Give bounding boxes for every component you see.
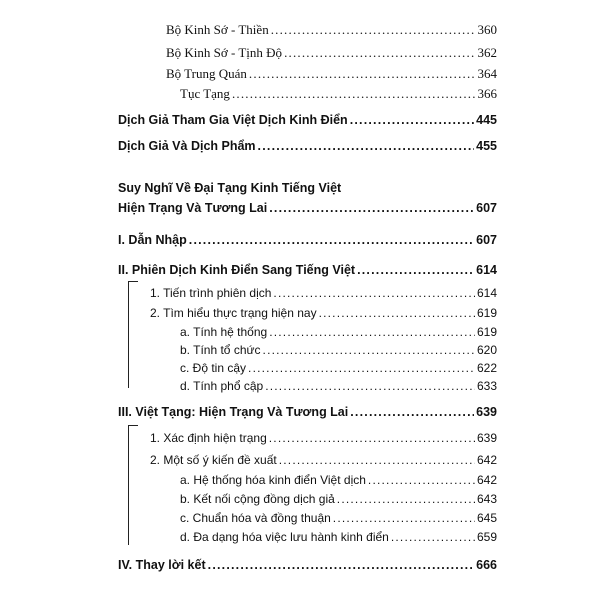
dot-leader — [248, 360, 475, 376]
toc-entry — [166, 45, 497, 61]
toc-section-1 — [118, 232, 497, 248]
dot-leader — [269, 324, 475, 340]
section-3-bracket — [128, 425, 138, 545]
toc-entry-page: 366 — [477, 86, 497, 101]
toc-section-title: III. Việt Tạng: Hiện Trạng Và Tương Lai — [118, 405, 349, 419]
toc-subentry-title: 2. Một số ý kiến đề xuất — [150, 453, 277, 467]
toc-subentry — [180, 378, 497, 394]
toc-subentry-title: a. Hệ thống hóa kinh điển Việt dịch — [180, 473, 366, 487]
toc-subentry — [180, 324, 497, 340]
toc-subentry — [150, 452, 497, 468]
toc-subentry — [180, 472, 497, 488]
essay-title-line1: Suy Nghĩ Về Đại Tạng Kinh Tiếng Việt — [118, 181, 342, 195]
dot-leader — [350, 404, 474, 420]
toc-subentry-page: 639 — [476, 431, 497, 445]
toc-subentry-page: 614 — [476, 286, 497, 300]
toc-entry-title: Bộ Trung Quán — [166, 66, 247, 81]
dot-leader — [368, 472, 475, 488]
toc-entry-essay — [118, 200, 497, 216]
toc-subentry-page: 619 — [476, 325, 497, 339]
dot-leader — [357, 262, 474, 278]
dot-leader — [269, 430, 475, 446]
dot-leader — [269, 200, 474, 216]
toc-subentry-title: b. Tính tổ chức — [180, 343, 261, 357]
toc-entry-translators — [118, 112, 497, 128]
toc-subentry — [180, 360, 497, 376]
toc-subentry — [180, 342, 497, 358]
toc-entry-title: Tục Tạng — [180, 86, 230, 101]
toc-subentry — [150, 285, 497, 301]
essay-title-line2: Hiện Trạng Và Tương Lai — [118, 201, 268, 215]
toc-subentry-title: 1. Tiến trình phiên dịch — [150, 286, 272, 300]
toc-entry-title: Bộ Kinh Sớ - Thiền — [166, 22, 269, 37]
toc-entry-works — [118, 138, 497, 154]
toc-subentry-page: 622 — [476, 361, 497, 375]
dot-leader — [391, 529, 475, 545]
toc-subentry-title: d. Đa dạng hóa việc lưu hành kinh điển — [180, 530, 389, 544]
toc-subentry-page: 643 — [476, 492, 497, 506]
toc-subentry-page: 645 — [476, 511, 497, 525]
dot-leader — [265, 378, 475, 394]
toc-subentry — [150, 305, 497, 321]
toc-subentry-title: c. Độ tin cậy — [180, 361, 247, 375]
toc-subentry — [180, 510, 497, 526]
toc-entry-title: Bộ Kinh Sớ - Tịnh Độ — [166, 45, 283, 60]
dot-leader — [258, 138, 475, 154]
toc-subentry-page: 619 — [476, 306, 497, 320]
toc-section-title: II. Phiên Dịch Kinh Điển Sang Tiếng Việt — [118, 263, 356, 277]
toc-subentry-title: b. Kết nối cộng đồng dịch giả — [180, 492, 335, 506]
toc-section-3 — [118, 404, 497, 420]
toc-subentry-title: c. Chuẩn hóa và đồng thuận — [180, 511, 331, 525]
dot-leader — [284, 45, 475, 61]
toc-section-title: IV. Thay lời kết — [118, 558, 206, 572]
toc-subentry-title: 1. Xác định hiện trạng — [150, 431, 267, 445]
dot-leader — [263, 342, 475, 358]
dot-leader — [271, 22, 476, 38]
dot-leader — [273, 285, 475, 301]
toc-subentry-page: 642 — [476, 453, 497, 467]
toc-entry-page: 607 — [476, 201, 497, 215]
dot-leader — [232, 86, 476, 102]
dot-leader — [279, 452, 475, 468]
dot-leader — [208, 557, 475, 573]
dot-leader — [350, 112, 474, 128]
toc-subentry — [150, 430, 497, 446]
toc-entry-page: 445 — [476, 113, 497, 127]
toc-entry-page: 362 — [477, 45, 497, 60]
toc-section-title: I. Dẫn Nhập — [118, 233, 187, 247]
toc-subentry-page: 633 — [476, 379, 497, 393]
toc-section-page: 614 — [476, 263, 497, 277]
toc-section-2 — [118, 262, 497, 278]
dot-leader — [333, 510, 475, 526]
dot-leader — [249, 66, 476, 82]
toc-section-page: 607 — [476, 233, 497, 247]
toc-entry-page: 364 — [477, 66, 497, 81]
dot-leader — [189, 232, 474, 248]
toc-section-page: 666 — [476, 558, 497, 572]
toc-entry — [180, 86, 497, 102]
toc-entry — [166, 66, 497, 82]
toc-subentry — [180, 529, 497, 545]
section-2-bracket — [128, 281, 138, 388]
dot-leader — [337, 491, 475, 507]
toc-subentry-title: d. Tính phổ cập — [180, 379, 264, 393]
toc-subentry-title: 2. Tìm hiểu thực trạng hiện nay — [150, 306, 317, 320]
toc-section-page: 639 — [476, 405, 497, 419]
toc-entry-page: 455 — [476, 139, 497, 153]
dot-leader — [319, 305, 475, 321]
toc-entry — [166, 22, 497, 38]
toc-subentry-page: 659 — [476, 530, 497, 544]
toc-entry-title: Dịch Giả Tham Gia Việt Dịch Kinh Điển — [118, 113, 348, 127]
toc-subentry-page: 642 — [476, 473, 497, 487]
toc-entry-page: 360 — [477, 22, 497, 37]
toc-subentry — [180, 491, 497, 507]
toc-entry-title: Dịch Giả Và Dịch Phẩm — [118, 139, 256, 153]
toc-subentry-page: 620 — [476, 343, 497, 357]
toc-section-4 — [118, 557, 497, 573]
toc-subentry-title: a. Tính hệ thống — [180, 325, 268, 339]
